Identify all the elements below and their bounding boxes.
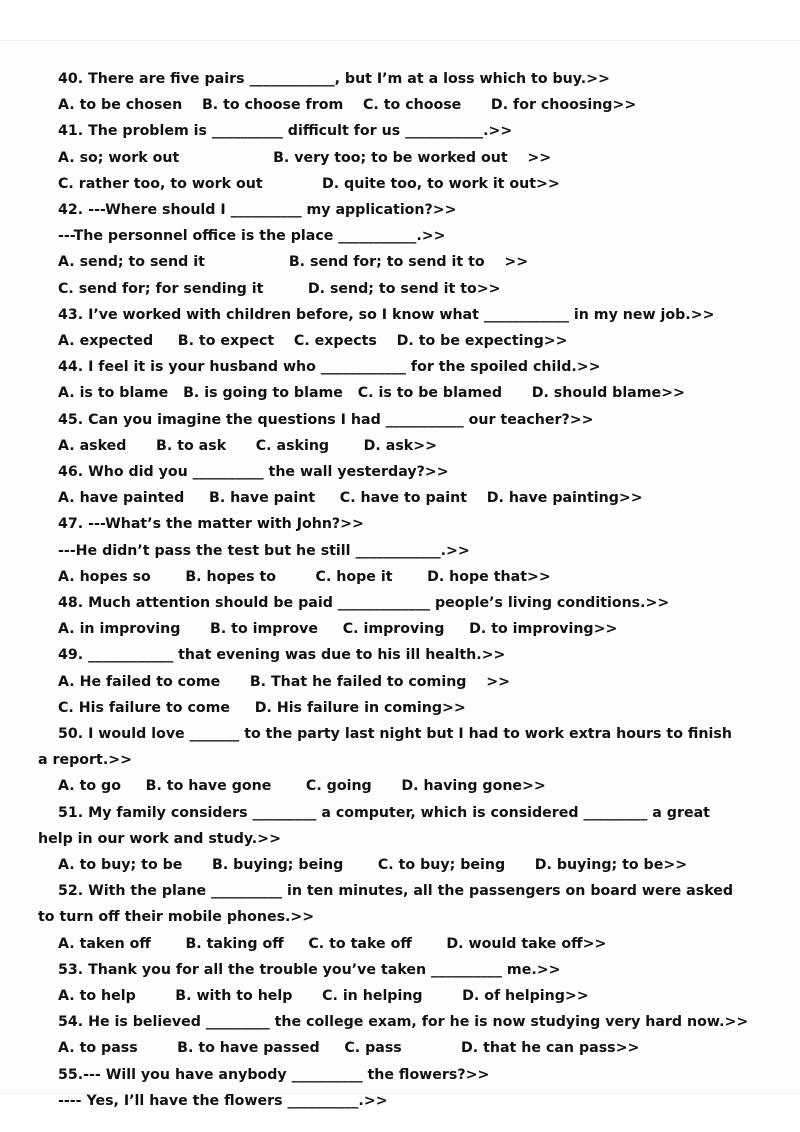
worksheet-line: 53. Thank you for all the trouble you’ve taken __________ me.>>: [58, 961, 561, 978]
worksheet-line: 54. He is believed _________ the college exam, for he is now studying very hard now.>>: [58, 1014, 749, 1031]
worksheet-line: 52. With the plane __________ in ten minutes, all the passengers on board were asked: [58, 883, 734, 900]
worksheet-line: A. expected B. to expect C. expects D. to be expecting>>: [58, 333, 568, 349]
worksheet-line: ---He didn’t pass the test but he still ____________.>>: [58, 542, 470, 559]
worksheet-line: 46. Who did you __________ the wall yesterday?>>: [58, 464, 449, 480]
worksheet-line: 49. ____________ that evening was due to his ill health.>>: [58, 647, 506, 664]
worksheet-line: C. send for; for sending it D. send; to send it to>>: [58, 280, 501, 297]
worksheet-page: [0, 40, 800, 1109]
worksheet-line: 50. I would love _______ to the party last night but I had to work extra hours to finish: [58, 726, 732, 742]
worksheet-line: A. send; to send it B. send for; to send it to >>: [58, 254, 529, 271]
worksheet-line: A. have painted B. have paint C. have to paint D. have painting>>: [58, 490, 643, 507]
worksheet-line: A. asked B. to ask C. asking D. ask>>: [58, 437, 437, 454]
worksheet-line: A. to help B. with to help C. in helping D. of helping>>: [58, 988, 589, 1004]
worksheet-line: 45. Can you imagine the questions I had ___________ our teacher?>>: [58, 411, 594, 428]
worksheet-line: 42. ---Where should I __________ my application?>>: [58, 202, 457, 218]
worksheet-line: A. so; work out B. very too; to be worked out >>: [58, 149, 552, 166]
worksheet-line: 43. I’ve worked with children before, so I know what ____________ in my new job.>>: [58, 306, 715, 323]
worksheet-line: C. His failure to come D. His failure in coming>>: [58, 699, 466, 716]
worksheet-line: 41. The problem is __________ difficult for us ___________.>>: [58, 123, 513, 140]
worksheet-line: 55.--- Will you have anybody __________ the flowers?>>: [58, 1066, 490, 1083]
worksheet-line: 51. My family considers _________ a computer, which is considered _________ a great: [58, 804, 710, 821]
worksheet-line: C. rather too, to work out D. quite too, to work it out>>: [58, 175, 560, 192]
worksheet-line: help in our work and study.>>: [38, 830, 281, 847]
worksheet-line: A. in improving B. to improve C. improving D. to improving>>: [58, 621, 618, 638]
worksheet-line: a report.>>: [38, 752, 132, 769]
worksheet-line: A. hopes so B. hopes to C. hope it D. hope that>>: [58, 568, 551, 585]
worksheet-line: 47. ---What’s the matter with John?>>: [58, 516, 364, 533]
worksheet-line: A. to go B. to have gone C. going D. having gone>>: [58, 778, 546, 795]
worksheet-line: to turn off their mobile phones.>>: [38, 909, 315, 926]
worksheet-line: A. He failed to come B. That he failed to coming >>: [58, 673, 510, 690]
worksheet-line: ---- Yes, I’ll have the flowers __________.>>: [58, 1092, 388, 1109]
worksheet-line: 48. Much attention should be paid _____________ people’s living conditions.>>: [58, 595, 670, 611]
worksheet-line: A. to be chosen B. to choose from C. to choose D. for choosing>>: [58, 97, 637, 114]
worksheet-line: A. to pass B. to have passed C. pass D. that he can pass>>: [58, 1040, 640, 1057]
worksheet-line: 44. I feel it is your husband who ____________ for the spoiled child.>>: [58, 359, 601, 376]
worksheet-line: 40. There are five pairs ____________, but I’m at a loss which to buy.>>: [58, 71, 610, 87]
worksheet-line: ---The personnel office is the place ___________.>>: [58, 228, 446, 245]
worksheet-line: A. is to blame B. is going to blame C. is to be blamed D. should blame>>: [58, 385, 685, 402]
worksheet-line: A. taken off B. taking off C. to take off D. would take off>>: [58, 935, 607, 952]
worksheet-line: A. to buy; to be B. buying; being C. to buy; being D. buying; to be>>: [58, 857, 688, 873]
